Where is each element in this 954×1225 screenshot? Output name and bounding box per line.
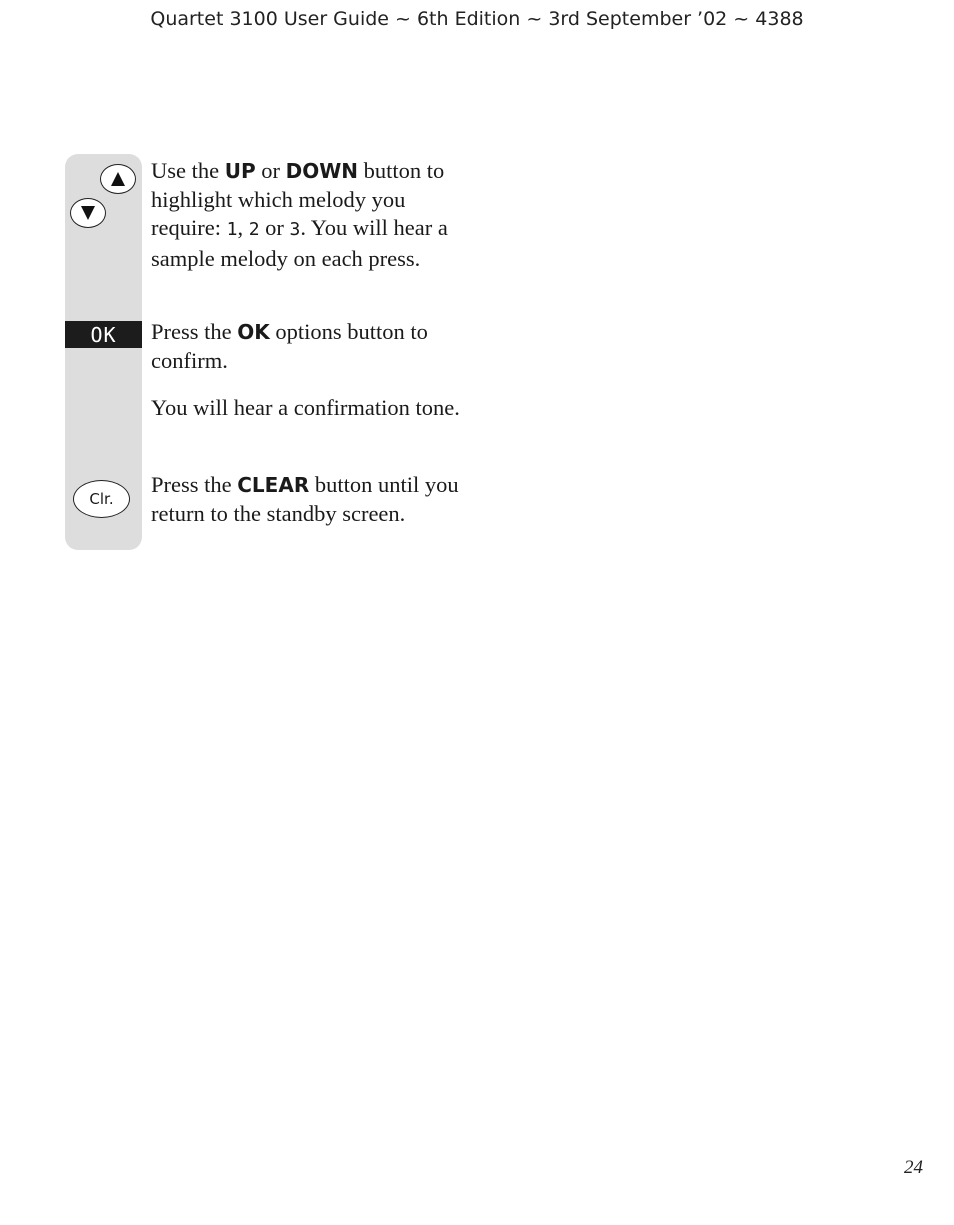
down-keyword: DOWN	[285, 159, 359, 183]
melody-option-3: 3	[289, 219, 301, 240]
ok-key-icon: OK	[65, 321, 142, 348]
running-header: Quartet 3100 User Guide ~ 6th Edition ~ 3rd September ’02 ~ 4388	[150, 8, 804, 30]
melody-option-1: 1	[226, 219, 238, 240]
down-arrow-icon	[80, 205, 96, 221]
down-key-icon	[70, 198, 106, 228]
step-text: options button to confirm.	[151, 319, 428, 373]
clear-key-icon: Clr.	[73, 480, 130, 518]
step-select-melody	[151, 157, 471, 273]
step-text: or	[259, 215, 290, 240]
step-confirm	[151, 318, 471, 375]
ok-keyword: OK	[237, 320, 270, 344]
step-text: button until you return to the standby screen.	[151, 472, 459, 526]
step-confirmation-tone	[151, 394, 471, 423]
page-number: 24	[904, 1157, 923, 1178]
step-text: button to highlight which melody you require:	[151, 158, 445, 240]
step-text: You will hear a confirmation tone.	[151, 395, 460, 420]
step-text: ,	[237, 215, 249, 240]
step-text: or	[255, 158, 286, 183]
step-return-standby	[151, 471, 471, 528]
up-key-icon	[100, 164, 136, 194]
step-text: Press the	[151, 319, 238, 344]
melody-option-2: 2	[248, 219, 260, 240]
step-text: . You will hear a sample melody on each press.	[151, 215, 448, 271]
step-text: Use the	[151, 158, 225, 183]
clear-keyword: CLEAR	[237, 473, 310, 497]
up-keyword: UP	[224, 159, 256, 183]
step-text: Press the	[151, 472, 238, 497]
up-arrow-icon	[110, 171, 126, 187]
